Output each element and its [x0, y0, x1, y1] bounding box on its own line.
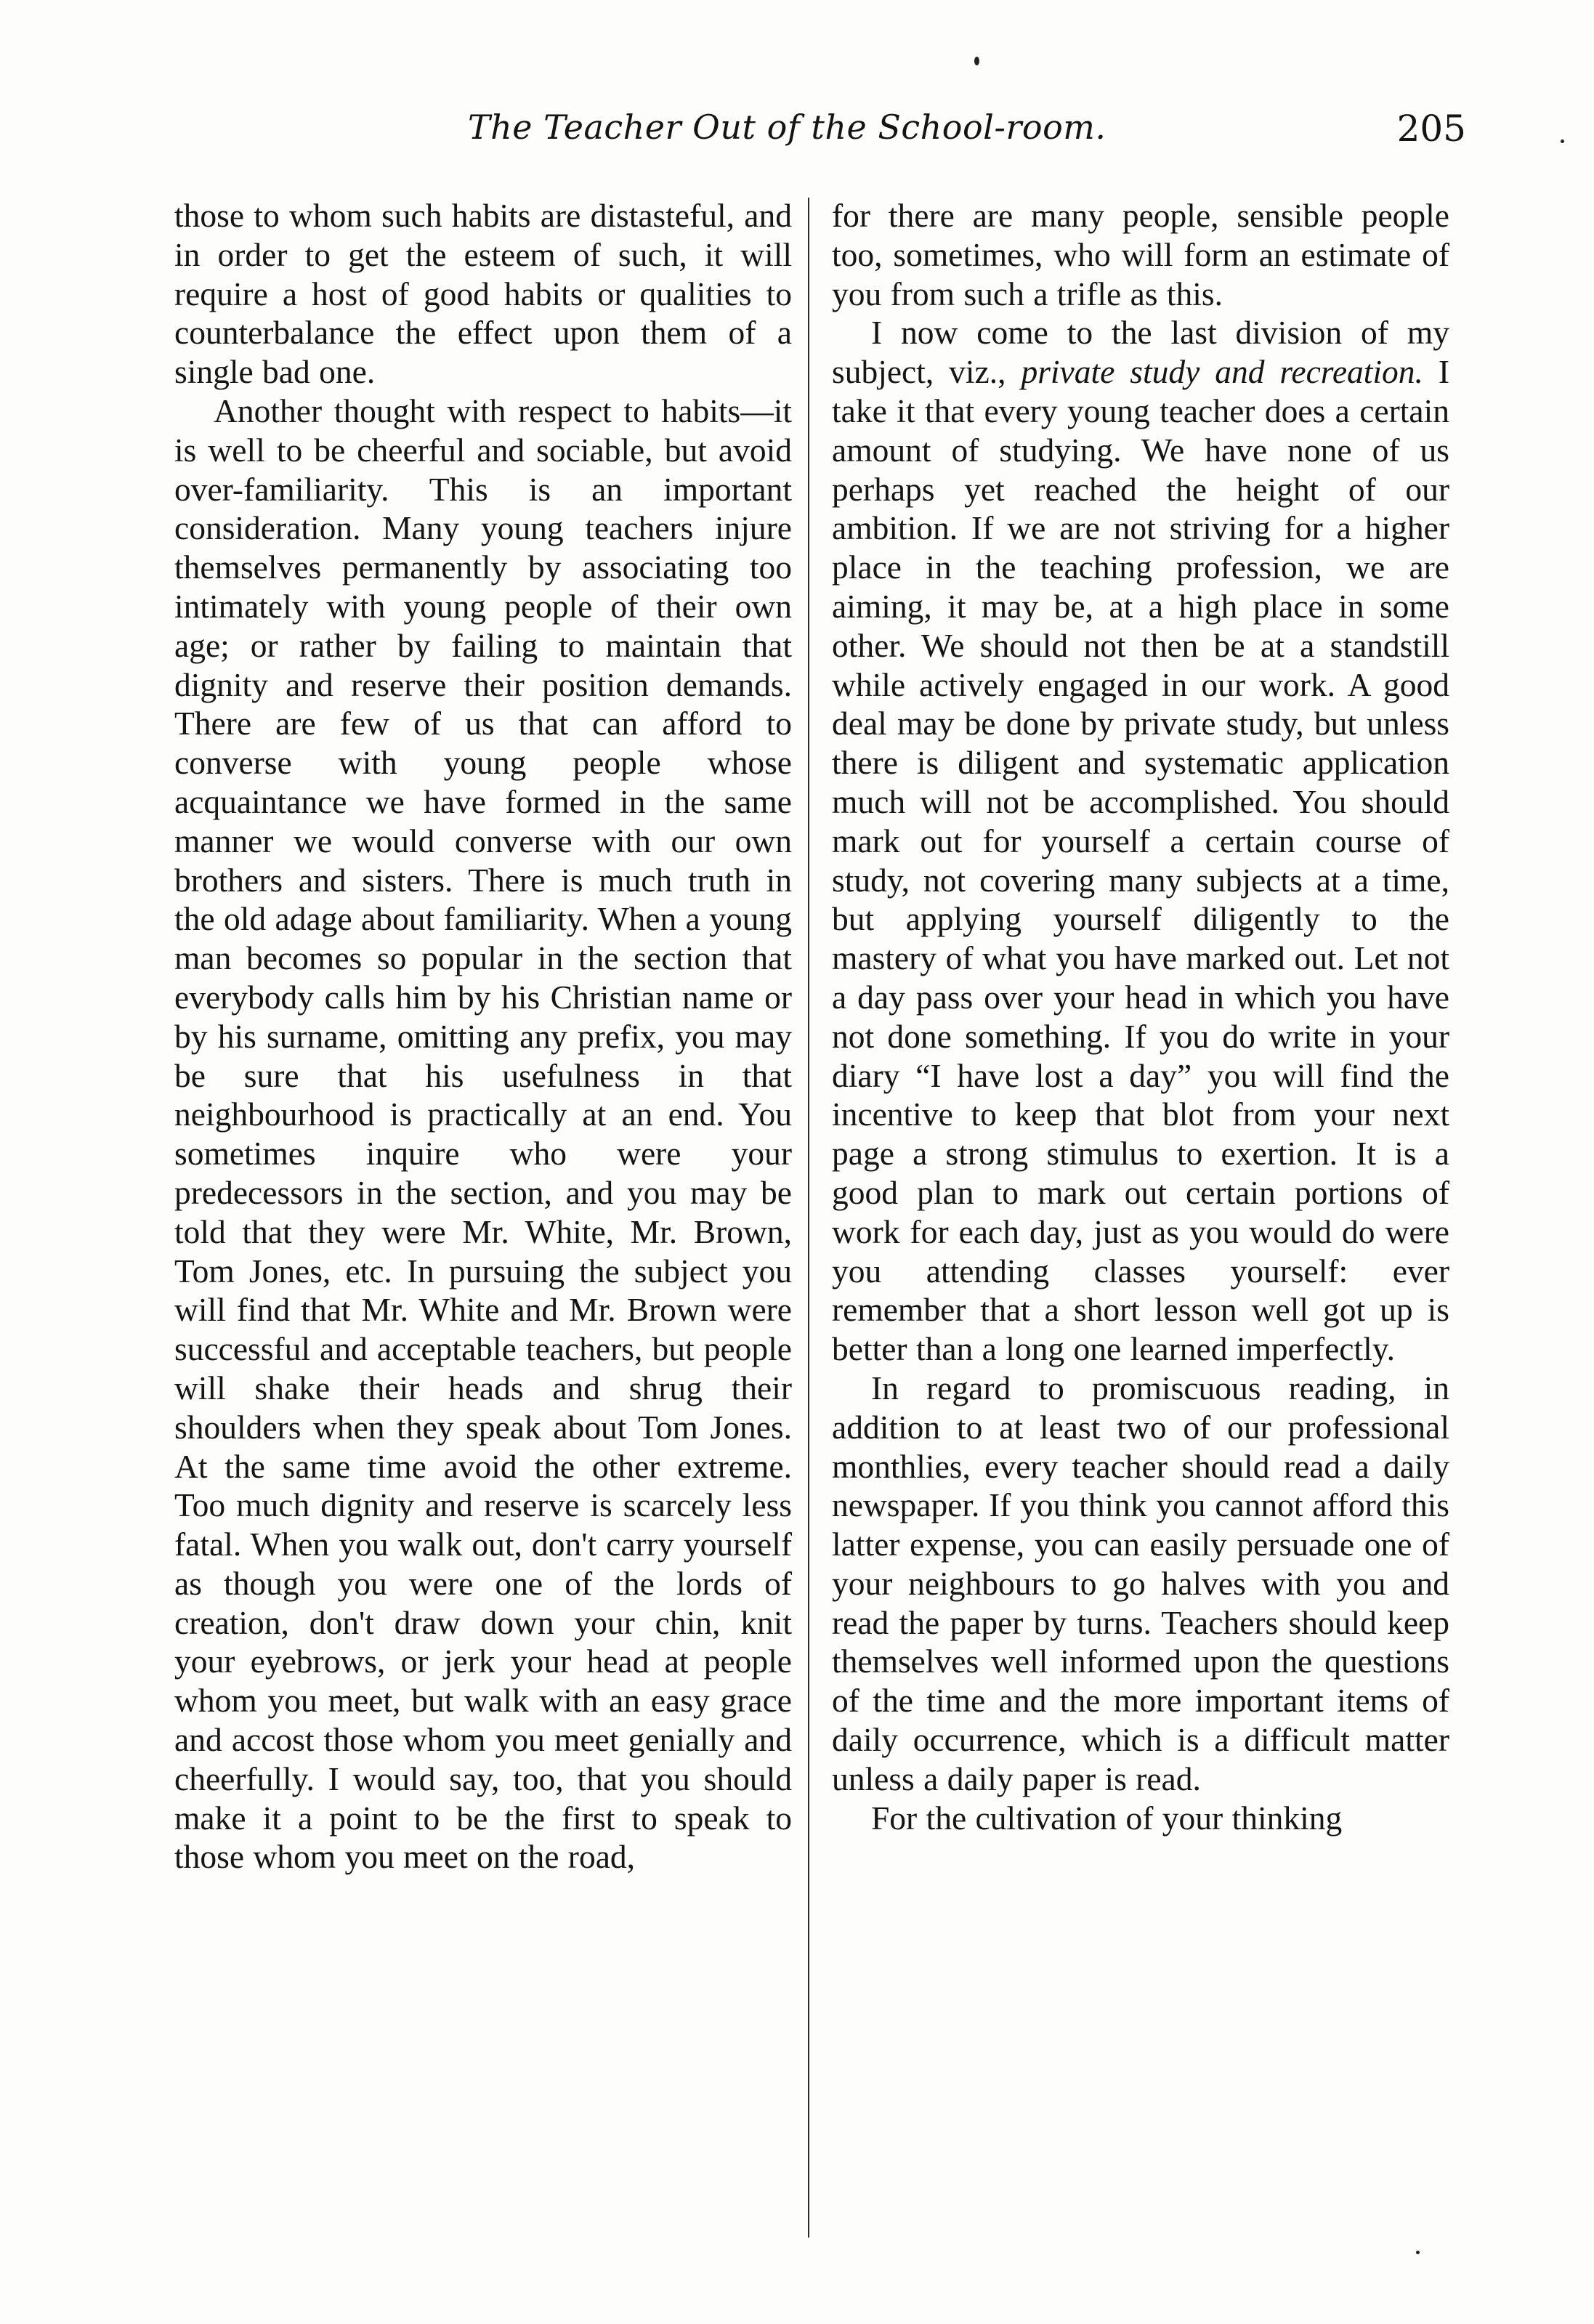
print-speck: [1561, 139, 1564, 143]
print-speck: [1416, 2251, 1420, 2254]
right-column: [832, 196, 1449, 1837]
running-head: [164, 108, 1466, 166]
print-speck: [974, 57, 979, 65]
paragraph: those to whom such habits are distasteful, and in order to get the esteem of such, it will require a host of good habits or qualities to counterbalance the effect upon them of a single bad one.: [174, 197, 792, 391]
italic-phrase: private study and recreation.: [1021, 353, 1423, 391]
paragraph: For the cultivation of your thinking: [871, 1799, 1343, 1837]
paragraph: Another thought with respect to habits—it is well to be cheerful and sociable, but avoid over-familiarity. This is an important consideration. Many young teachers injure themselves permanently by associating too intimately with young people of their own age; or rather by failing to maintain that dignity and reserve their position demands. There are few of us that can afford to converse with young people whose acquaintance we have formed in the same manner we would converse with our own brothers and sisters. There is much truth in the old adage about familiarity. When a young man becomes so popular in the section that everybody calls him by his Christian name or by his surname, omitting any prefix, you may be sure that his usefulness in that neighbourhood is practically at an end. You sometimes inquire who were your predecessors in the section, and you may be told that they were Mr. White, Mr. Brown, Tom Jones, etc. In pursuing the subject you will find that Mr. White and Mr. Brown were successful and acceptable teachers, but people will shake their heads and shrug their shoulders when they speak about Tom Jones. At the same time avoid the other extreme. Too much dignity and reserve is scarcely less fatal. When you walk out, don't carry yourself as though you were one of the lords of creation, don't draw down your chin, knit your eyebrows, or jerk your head at people whom you meet, but walk with an easy grace and accost those whom you meet genially and cheerfully. I would say, too, that you should make it a point to be the first to speak to those whom you meet on the road,: [174, 392, 792, 1876]
column-divider: [808, 198, 809, 2238]
left-column: [174, 196, 792, 1876]
paragraph: In regard to promiscuous reading, in addition to at least two of our professional monthlies, every teacher should read a daily newspaper. If you think you cannot afford this latter expense, you can easily persuade one of your neighbours to go halves with you and read the paper by turns. Teachers should keep themselves well informed upon the questions of the time and the more important items of daily occurrence, which is a difficult matter unless a daily paper is read.: [832, 1369, 1449, 1797]
page-number: 205: [1396, 108, 1466, 150]
paragraph: [832, 313, 1449, 1369]
paragraph: for there are many people, sensible people too, sometimes, who will form an estimate of you from such a trifle as this.: [832, 197, 1449, 312]
paragraph-text: I now come to the last division of my subject, viz.,: [832, 314, 1449, 391]
running-title: The Teacher Out of the School-room.: [468, 108, 1107, 147]
paragraph-text: I take it that every young teacher does a certain amount of studying. We have none of us perhaps yet reached the height of our ambition. If we are not striving for a higher place in the teaching profession, we are aiming, it may be, at a high place in some other. We should not then be at a standstill while actively engaged in our work. A good deal may be done by private study, but unless there is diligent and systematic application much will not be accomplished. You should mark out for yourself a certain course of study, not covering many subjects at a time, but applying yourself diligently to the mastery of what you have marked out. Let not a day pass over your head in which you have not done something. If you do write in your diary “I have lost a day” you will find the incentive to keep that blot from your next page a strong stimulus to exertion. It is a good plan to mark out certain portions of work for each day, just as you would do were you attending classes yourself: ever remember that a short lesson well got up is better than a long one learned imperfectly.: [832, 353, 1450, 1368]
